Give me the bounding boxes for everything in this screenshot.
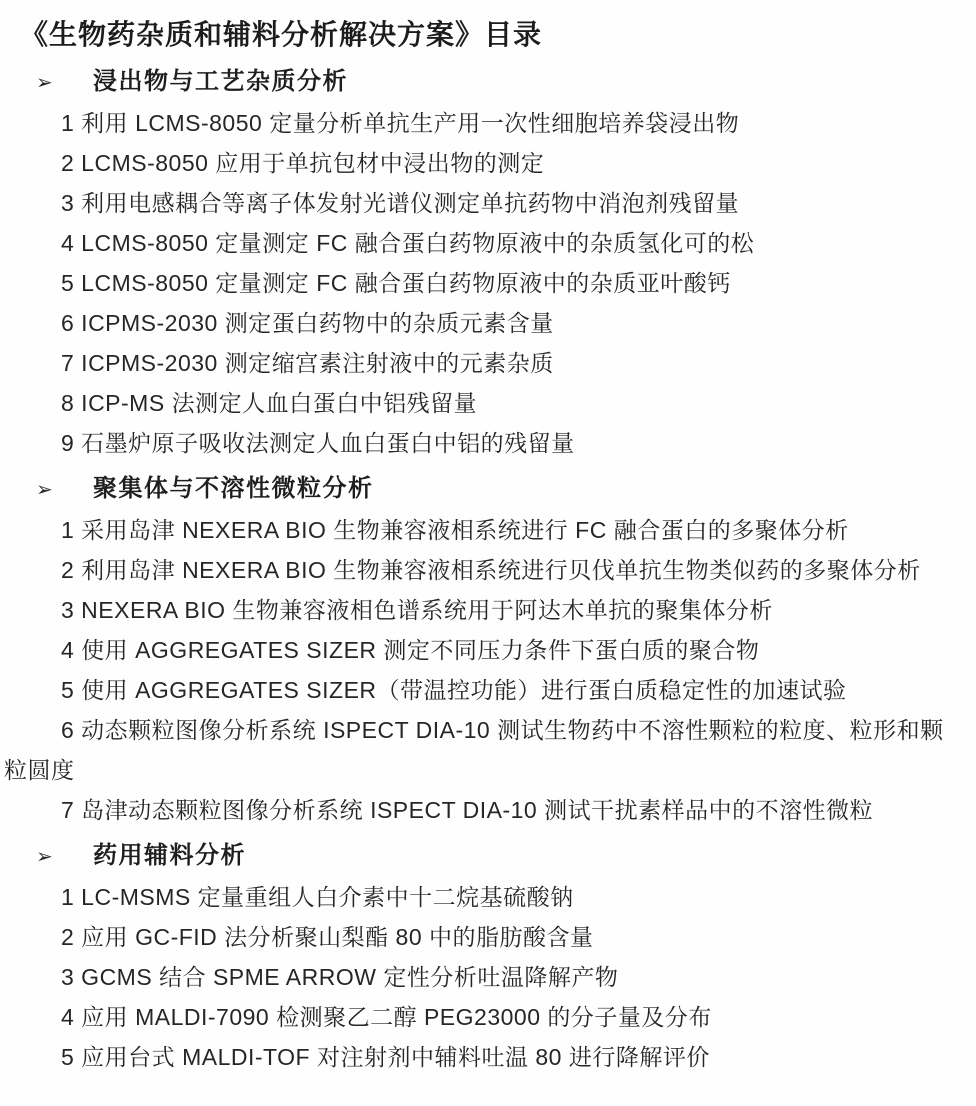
toc-item: 1 采用岛津 NEXERA BIO 生物兼容液相系统进行 FC 融合蛋白的多聚体分析 <box>61 517 849 543</box>
toc-item: 4 LCMS-8050 定量测定 FC 融合蛋白药物原液中的杂质氢化可的松 <box>61 230 755 256</box>
section-leachables-process-impurities <box>0 62 976 463</box>
toc-item: 1 利用 LCMS-8050 定量分析单抗生产用一次性细胞培养袋浸出物 <box>61 110 740 136</box>
toc-item: 2 利用岛津 NEXERA BIO 生物兼容液相系统进行贝伐单抗生物类似药的多聚体分析 <box>61 557 921 583</box>
toc-item: 3 利用电感耦合等离子体发射光谱仪测定单抗药物中消泡剂残留量 <box>61 190 740 216</box>
section-header <box>0 836 976 877</box>
toc-item: 3 NEXERA BIO 生物兼容液相色谱系统用于阿达木单抗的聚集体分析 <box>61 597 773 623</box>
section-aggregates-insoluble-particles <box>0 469 976 830</box>
toc-item: 5 应用台式 MALDI-TOF 对注射剂中辅料吐温 80 进行降解评价 <box>61 1044 710 1070</box>
toc-item: 8 ICP-MS 法测定人血白蛋白中铝残留量 <box>61 390 478 416</box>
toc-item: 4 使用 AGGREGATES SIZER 测定不同压力条件下蛋白质的聚合物 <box>61 637 760 663</box>
arrow-bullet-icon: ➢ <box>36 72 53 94</box>
toc-item: 7 ICPMS-2030 测定缩宫素注射液中的元素杂质 <box>61 350 554 376</box>
toc-item: 7 岛津动态颗粒图像分析系统 ISPECT DIA-10 测试干扰素样品中的不溶性微粒 <box>61 797 874 823</box>
toc-item: 6 ICPMS-2030 测定蛋白药物中的杂质元素含量 <box>61 310 554 336</box>
page-title: 《生物药杂质和辅料分析解决方案》目录 <box>20 19 543 50</box>
section-title: 聚集体与不溶性微粒分析 <box>93 475 374 502</box>
section-title: 药用辅料分析 <box>93 842 246 869</box>
toc-item: 2 应用 GC-FID 法分析聚山梨酯 80 中的脂肪酸含量 <box>61 924 594 950</box>
toc-item: 2 LCMS-8050 应用于单抗包材中浸出物的测定 <box>61 150 545 176</box>
toc-item: 1 LC-MSMS 定量重组人白介素中十二烷基硫酸钠 <box>61 884 574 910</box>
toc-item: 9 石墨炉原子吸收法测定人血白蛋白中铝的残留量 <box>61 430 575 456</box>
section-title: 浸出物与工艺杂质分析 <box>93 68 348 95</box>
section-header <box>0 62 976 103</box>
section-header <box>0 469 976 510</box>
toc-item: 4 应用 MALDI-7090 检测聚乙二醇 PEG23000 的分子量及分布 <box>61 1004 712 1030</box>
toc-item: 6 动态颗粒图像分析系统 ISPECT DIA-10 测试生物药中不溶性颗粒的粒度、粒形和颗粒圆度 <box>4 717 944 783</box>
arrow-bullet-icon: ➢ <box>36 479 53 501</box>
toc-item: 5 LCMS-8050 定量测定 FC 融合蛋白药物原液中的杂质亚叶酸钙 <box>61 270 731 296</box>
arrow-bullet-icon: ➢ <box>36 846 53 868</box>
toc-item: 3 GCMS 结合 SPME ARROW 定性分析吐温降解产物 <box>61 964 619 990</box>
toc-item: 5 使用 AGGREGATES SIZER（带温控功能）进行蛋白质稳定性的加速试验 <box>61 677 847 703</box>
section-pharmaceutical-excipients <box>0 836 976 1077</box>
